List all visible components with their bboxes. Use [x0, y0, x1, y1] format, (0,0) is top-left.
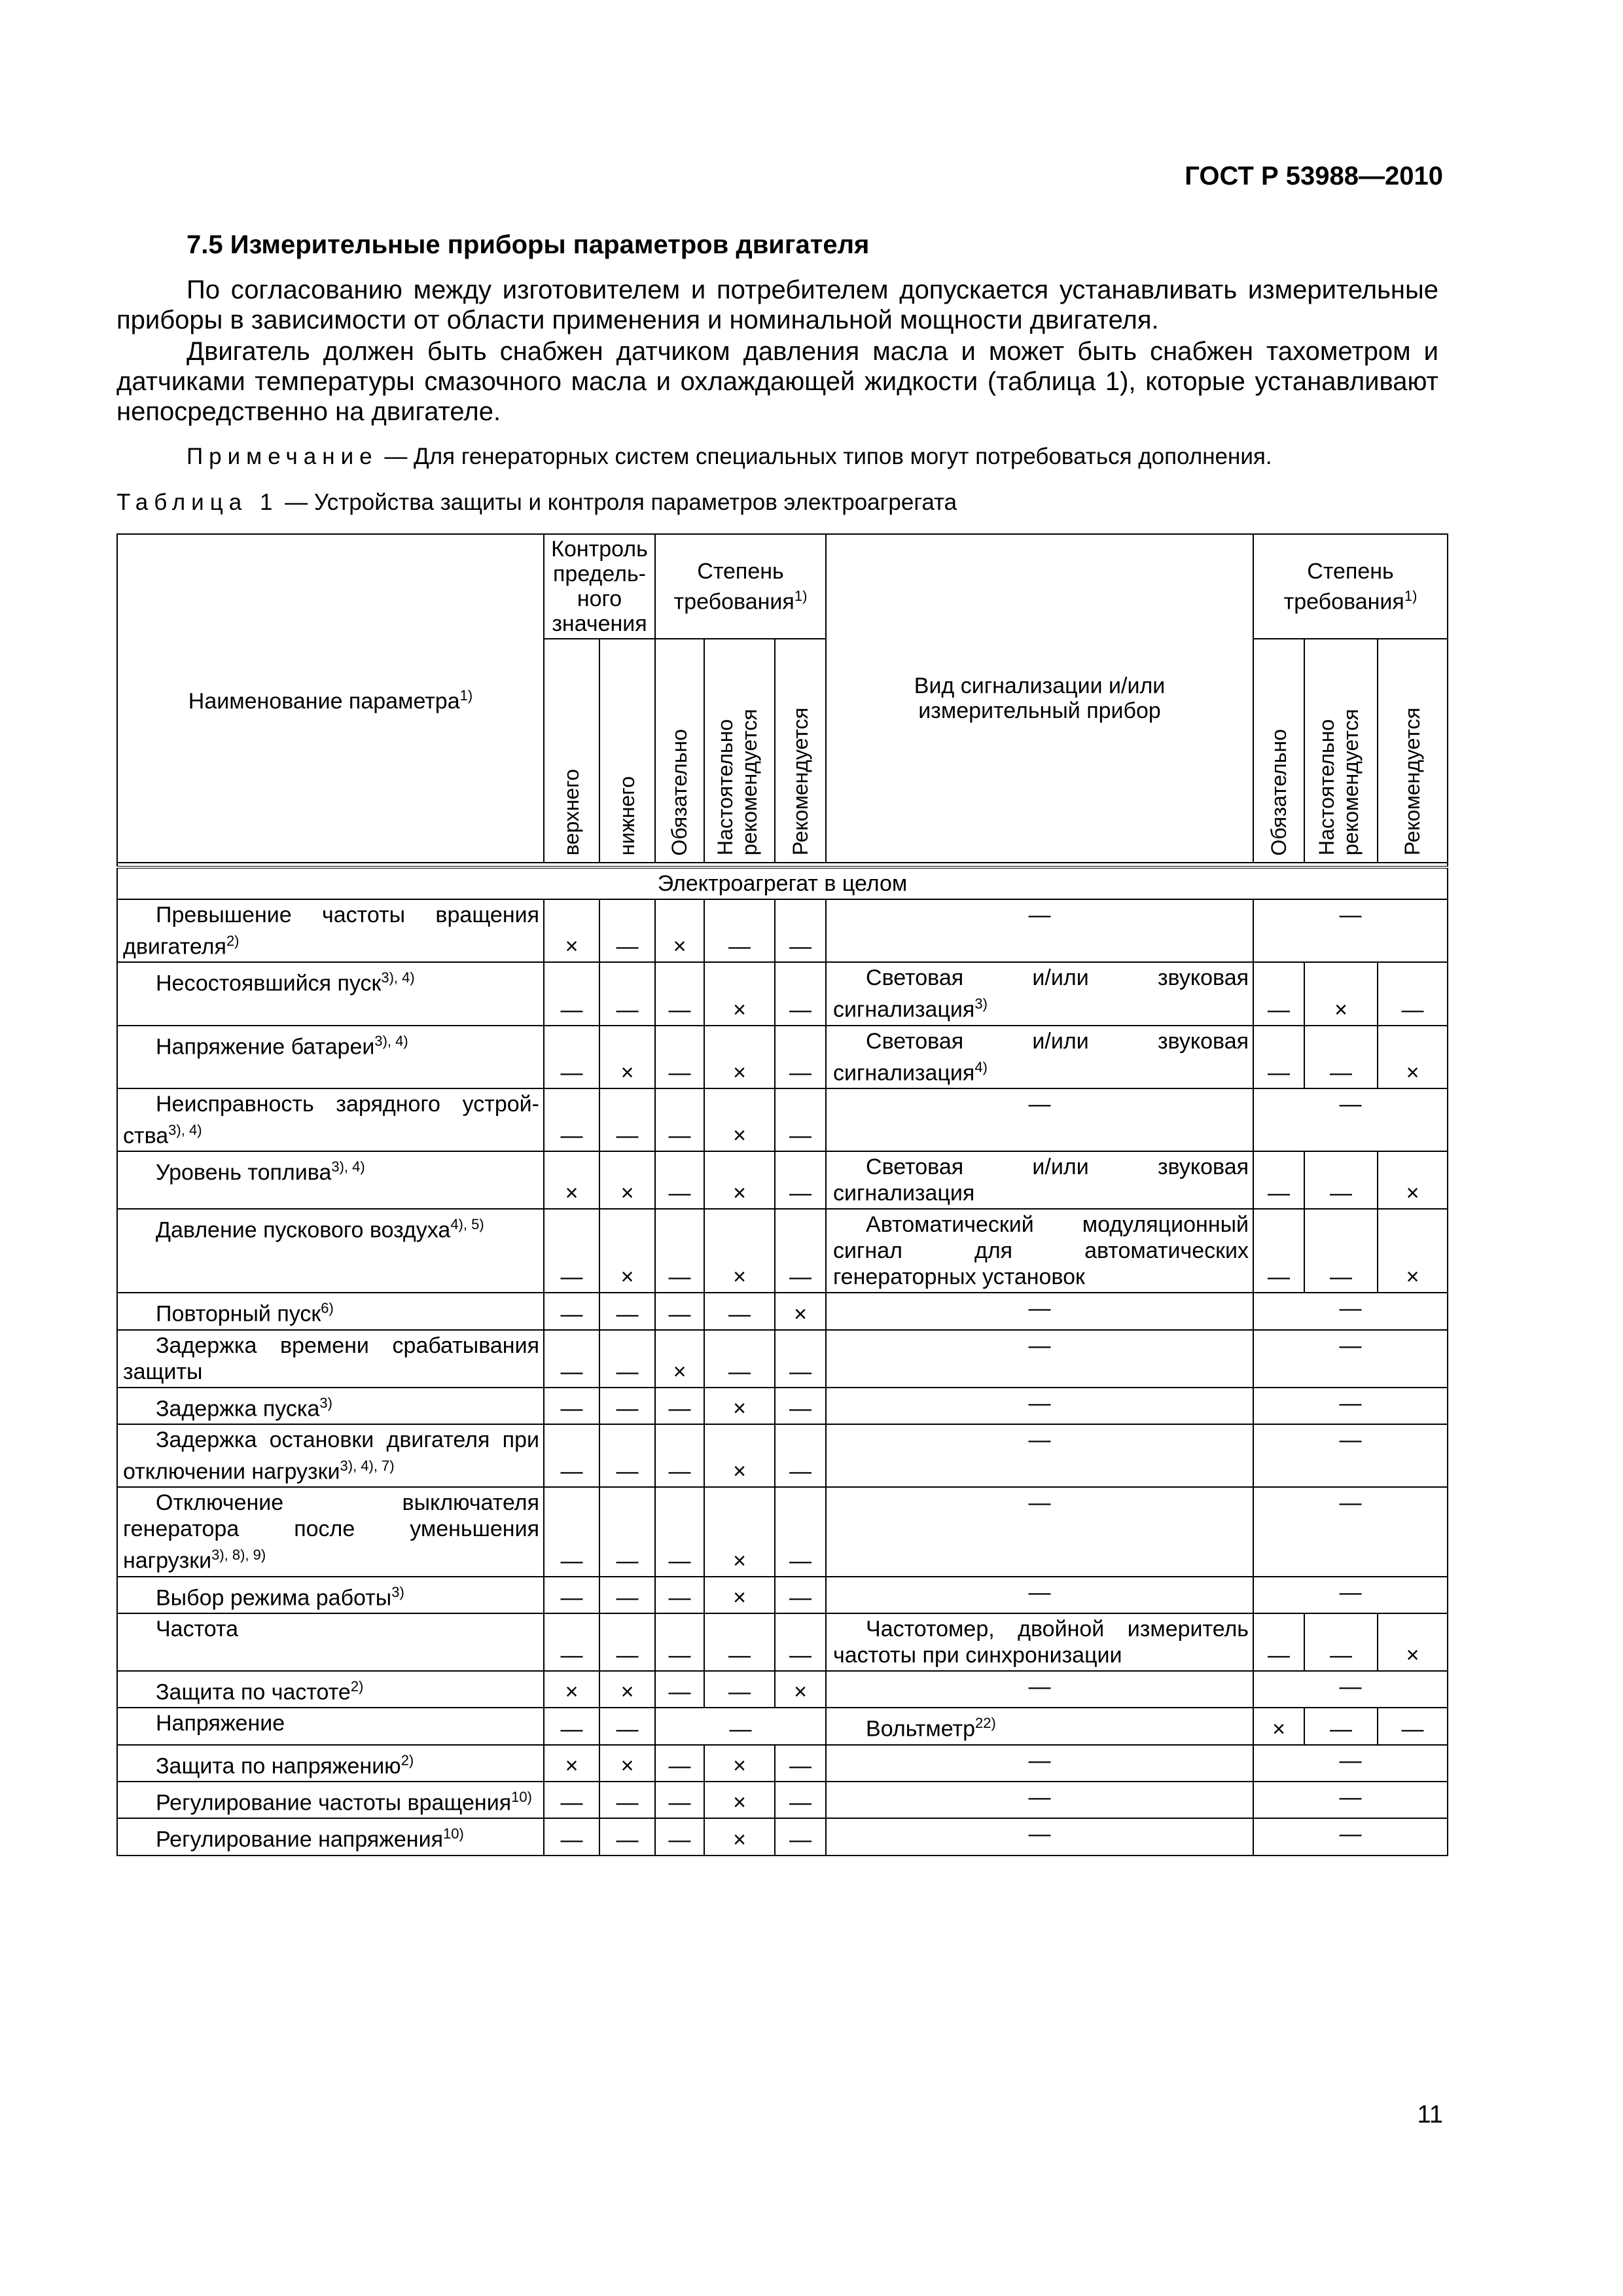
header-degree-left-sup: 1)	[794, 587, 808, 604]
signal-text: Световая и/или звуковая сигнализация	[833, 1028, 1249, 1085]
value-cell: —	[775, 1026, 826, 1088]
value-cell: ×	[544, 1671, 599, 1708]
value-cell: ×	[544, 1151, 599, 1209]
value-cell: —	[599, 1818, 655, 1855]
param-name: Напряжение	[156, 1711, 285, 1736]
value-cell: ×	[704, 1782, 775, 1818]
param-footnote: 6)	[321, 1300, 334, 1317]
value-cell: —	[544, 1782, 599, 1818]
value-cell: —	[655, 1613, 704, 1671]
signal-footnote: 22)	[974, 1715, 996, 1732]
param-name: Отключение выключателя генератора после уменьшения нагрузки	[123, 1490, 539, 1573]
header-param-label: Наименование параметра	[188, 689, 460, 714]
header-param-sup: 1)	[459, 687, 473, 704]
degree-cell-merged: —	[1253, 1745, 1448, 1782]
value-cell: —	[775, 1818, 826, 1855]
param-name: Повторный пуск	[156, 1301, 321, 1327]
param-footnote: 2)	[401, 1751, 414, 1768]
param-footnote: 3), 4)	[168, 1121, 202, 1138]
param-name: Задержка пуска	[156, 1395, 320, 1421]
signal-cell: —	[826, 1293, 1253, 1329]
value-cell: —	[655, 1671, 704, 1708]
param-name: Защита по напряжению	[156, 1753, 401, 1778]
param-name-cell	[117, 1088, 544, 1151]
value-cell: —	[775, 899, 826, 962]
table-row	[117, 1293, 1448, 1329]
param-name-cell	[117, 1671, 544, 1708]
degree-cell: ×	[1253, 1708, 1304, 1744]
param-name-cell	[117, 1388, 544, 1424]
param-name-cell	[117, 1818, 544, 1855]
param-name: Регулирование частоты вращения	[156, 1790, 512, 1816]
value-cell: —	[544, 1577, 599, 1613]
value-cell: —	[599, 1388, 655, 1424]
value-cell: ×	[704, 962, 775, 1025]
param-footnote: 10)	[442, 1825, 464, 1842]
table-row	[117, 1487, 1448, 1576]
value-cell: —	[775, 1782, 826, 1818]
table-row	[117, 962, 1448, 1025]
value-cell: —	[655, 1293, 704, 1329]
header-recommended-text: Рекомендуется	[788, 707, 812, 855]
param-name-cell	[117, 1209, 544, 1293]
value-cell: —	[544, 1088, 599, 1151]
signal-cell: —	[826, 1088, 1253, 1151]
value-cell: —	[544, 1293, 599, 1329]
table-row	[117, 899, 1448, 962]
value-cell: ×	[599, 1151, 655, 1209]
value-cell: —	[775, 1745, 826, 1782]
param-name: Напряжение батареи	[156, 1033, 375, 1059]
table-row	[117, 1818, 1448, 1855]
degree-cell-merged: —	[1253, 1330, 1448, 1388]
value-cell: —	[599, 1330, 655, 1388]
signal-footnote: 4)	[974, 1058, 988, 1075]
param-name-cell	[117, 899, 544, 962]
header-upper-text: верхнего	[560, 768, 583, 855]
param-name: Давление пускового воздуха	[156, 1217, 451, 1243]
table-row	[117, 1671, 1448, 1708]
table-row	[117, 1577, 1448, 1613]
value-cell: —	[655, 1577, 704, 1613]
table-row	[117, 1026, 1448, 1088]
value-cell: —	[704, 1671, 775, 1708]
value-cell: —	[704, 1613, 775, 1671]
degree-cell: ×	[1378, 1026, 1448, 1088]
section-row	[117, 867, 1448, 899]
table-row	[117, 1151, 1448, 1209]
header-strongly	[704, 639, 775, 863]
value-cell: —	[544, 1330, 599, 1388]
param-name: Задержка времени срабатывания защиты	[123, 1333, 539, 1384]
signal-cell	[826, 1708, 1253, 1744]
value-cell: —	[544, 1209, 599, 1293]
table-caption-text: — Устройства защиты и контроля параметров электроагрегата	[278, 490, 957, 515]
value-cell: ×	[704, 1818, 775, 1855]
table-row	[117, 1613, 1448, 1671]
degree-cell-merged: —	[1253, 1388, 1448, 1424]
param-name-cell	[117, 1293, 544, 1329]
header-mandatory-2	[1253, 639, 1304, 863]
header-mandatory-2-text: Обязательно	[1266, 728, 1291, 855]
signal-cell: —	[826, 1577, 1253, 1613]
value-cell: —	[544, 1487, 599, 1576]
value-cell: —	[655, 962, 704, 1025]
value-cell: —	[599, 1424, 655, 1487]
signal-text: Световая и/или звуковая сигнализация	[833, 1155, 1249, 1206]
value-cell: —	[775, 1577, 826, 1613]
degree-cell: ×	[1378, 1209, 1448, 1293]
header-separator	[117, 863, 1448, 867]
signal-text: Вольтметр	[866, 1716, 975, 1742]
signal-footnote: 3)	[974, 996, 988, 1013]
degree-cell: ×	[1304, 962, 1378, 1025]
value-cell: ×	[704, 1209, 775, 1293]
value-cell: —	[599, 1782, 655, 1818]
value-cell: —	[655, 1388, 704, 1424]
degree-cell: ×	[1378, 1151, 1448, 1209]
degree-cell: —	[1304, 1151, 1378, 1209]
param-name-cell	[117, 1487, 544, 1576]
param-name: Регулирование напряжения	[156, 1827, 443, 1852]
param-footnote: 3), 4)	[374, 1032, 408, 1049]
header-recommended	[775, 639, 826, 863]
degree-cell: —	[1253, 1613, 1304, 1671]
header-strongly-2-text: Настоятельно рекомендуется	[1315, 709, 1363, 855]
value-cell: ×	[704, 1388, 775, 1424]
param-name-cell	[117, 1613, 544, 1671]
value-cell: ×	[655, 1330, 704, 1388]
parameters-table	[116, 533, 1448, 1856]
header-param	[117, 534, 544, 863]
value-cell: ×	[704, 1487, 775, 1576]
param-name: Частота	[156, 1616, 239, 1641]
value-cell: ×	[544, 899, 599, 962]
param-name-cell	[117, 1745, 544, 1782]
degree-cell-merged: —	[1253, 1293, 1448, 1329]
table-caption-label: Таблица 1	[116, 490, 279, 515]
degree-cell: —	[1378, 1708, 1448, 1744]
value-cell: —	[599, 962, 655, 1025]
value-cell: ×	[775, 1293, 826, 1329]
table-row	[117, 1388, 1448, 1424]
param-name: Неисправность зарядного устрой- ства	[123, 1091, 539, 1149]
header-mandatory-text: Обязательно	[668, 728, 692, 855]
value-cell: —	[775, 1088, 826, 1151]
header-degree-right	[1253, 534, 1448, 639]
paragraph-2: Двигатель должен быть снабжен датчиком давления масла и может быть снабжен тахометром и датчиками температуры смазочного масла и охлаждающей жидкости (таблица 1), которые устанавливают непосредственно на двигателе.	[116, 337, 1438, 426]
degree-cell-merged: —	[1253, 1088, 1448, 1151]
value-cell: ×	[704, 1424, 775, 1487]
degree-cell: —	[1253, 962, 1304, 1025]
signal-text: Световая и/или звуковая сигнализация	[833, 965, 1249, 1022]
degree-cell: —	[1304, 1209, 1378, 1293]
value-cell: ×	[704, 1088, 775, 1151]
value-cell: —	[775, 1424, 826, 1487]
value-cell: —	[655, 1745, 704, 1782]
degree-cell: —	[1253, 1026, 1304, 1088]
param-name: Выбор режима работы	[156, 1585, 392, 1610]
value-cell: ×	[599, 1209, 655, 1293]
value-cell: —	[655, 1151, 704, 1209]
value-cell: —	[704, 899, 775, 962]
value-cell: —	[599, 1577, 655, 1613]
degree-cell: —	[1378, 962, 1448, 1025]
degree-cell-merged: —	[1253, 1487, 1448, 1576]
value-cell: ×	[704, 1577, 775, 1613]
value-cell: —	[544, 1818, 599, 1855]
header-recommended-2	[1378, 639, 1448, 863]
value-cell: —	[655, 1424, 704, 1487]
degree-cell-merged: —	[1253, 1818, 1448, 1855]
param-name: Уровень топлива	[156, 1160, 332, 1185]
param-name: Защита по частоте	[156, 1679, 351, 1705]
table-caption	[116, 490, 957, 516]
header-mandatory	[655, 639, 704, 863]
signal-cell	[826, 1151, 1253, 1209]
param-name: Несостоявшийся пуск	[156, 971, 382, 996]
note-text: — Для генераторных систем специальных типов могут потребоваться дополнения.	[378, 444, 1272, 469]
signal-cell	[826, 962, 1253, 1025]
value-cell: —	[599, 1708, 655, 1744]
value-cell: —	[655, 1088, 704, 1151]
table-row	[117, 1088, 1448, 1151]
value-cell: ×	[704, 1026, 775, 1088]
value-cell: —	[599, 1088, 655, 1151]
signal-cell: —	[826, 899, 1253, 962]
param-name-cell	[117, 1424, 544, 1487]
value-cell: ×	[599, 1671, 655, 1708]
header-degree-left-label: Степень требования	[673, 558, 794, 615]
degree-cell-merged: —	[1253, 1782, 1448, 1818]
degree-cell: —	[1253, 1151, 1304, 1209]
degree-cell: —	[1304, 1026, 1378, 1088]
value-cell: —	[775, 1613, 826, 1671]
value-cell: —	[544, 962, 599, 1025]
value-cell: ×	[704, 1151, 775, 1209]
value-cell: —	[775, 962, 826, 1025]
paragraph-1: По согласованию между изготовителем и потребителем допускается устанавливать измерительные приборы в зависимости от области применения и номинальной мощности двигателя.	[116, 276, 1438, 334]
value-cell: —	[775, 1487, 826, 1576]
header-recommended-2-text: Рекомендуется	[1400, 707, 1425, 855]
value-cell: —	[775, 1151, 826, 1209]
value-cell: —	[655, 1209, 704, 1293]
section-heading: 7.5 Измерительные приборы параметров двигателя	[187, 230, 870, 259]
value-cell: —	[599, 1293, 655, 1329]
value-cell: ×	[599, 1026, 655, 1088]
degree-cell-merged: —	[1253, 1671, 1448, 1708]
table-row	[117, 1209, 1448, 1293]
table-row	[117, 1708, 1448, 1744]
value-cell: —	[544, 1708, 599, 1744]
signal-cell	[826, 1613, 1253, 1671]
param-footnote: 3), 4), 7)	[340, 1457, 395, 1474]
degree-cell-merged: —	[1253, 1424, 1448, 1487]
header-control: Контроль предель-ного значения	[544, 534, 655, 639]
signal-cell: —	[826, 1782, 1253, 1818]
degree-cell: ×	[1378, 1613, 1448, 1671]
param-name-cell	[117, 1026, 544, 1088]
table-row	[117, 1745, 1448, 1782]
signal-cell	[826, 1026, 1253, 1088]
value-cell: —	[655, 1782, 704, 1818]
param-footnote: 3), 8), 9)	[211, 1547, 266, 1564]
value-cell: —	[655, 1026, 704, 1088]
value-cell: —	[655, 1818, 704, 1855]
param-footnote: 10)	[511, 1788, 532, 1805]
table-row	[117, 1330, 1448, 1388]
param-footnote: 2)	[350, 1677, 364, 1695]
degree-cell: —	[1304, 1708, 1378, 1744]
value-cell: —	[775, 1388, 826, 1424]
signal-cell: —	[826, 1487, 1253, 1576]
standard-designation: ГОСТ Р 53988—2010	[1185, 162, 1443, 190]
value-cell: ×	[775, 1671, 826, 1708]
param-footnote: 3)	[391, 1583, 404, 1600]
value-cell: —	[655, 1487, 704, 1576]
param-footnote: 3)	[319, 1394, 332, 1411]
signal-cell: —	[826, 1388, 1253, 1424]
degree-cell: —	[1253, 1209, 1304, 1293]
param-name-cell	[117, 1577, 544, 1613]
value-cell: —	[544, 1026, 599, 1088]
header-separator-cell	[117, 863, 1448, 867]
signal-cell: —	[826, 1671, 1253, 1708]
degree-cell-merged: —	[1253, 899, 1448, 962]
header-lower-text: нижнего	[615, 776, 639, 855]
value-cell: —	[599, 1613, 655, 1671]
header-strongly-text: Настоятельно рекомендуется	[713, 709, 762, 855]
table-header-row-1	[117, 534, 1448, 639]
value-cell: —	[599, 899, 655, 962]
value-cell: ×	[599, 1745, 655, 1782]
header-signal: Вид сигнализации и/или измерительный прибор	[826, 534, 1253, 863]
signal-cell	[826, 1209, 1253, 1293]
table-row	[117, 1782, 1448, 1818]
param-name-cell	[117, 1330, 544, 1388]
value-cell: —	[704, 1293, 775, 1329]
header-degree-left	[655, 534, 826, 639]
param-footnote: 3), 4)	[331, 1158, 365, 1175]
header-lower	[599, 639, 655, 863]
note	[187, 444, 1272, 470]
value-cell: —	[544, 1613, 599, 1671]
table-row	[117, 1424, 1448, 1487]
param-footnote: 4), 5)	[450, 1216, 484, 1233]
value-cell: —	[704, 1330, 775, 1388]
param-name-cell	[117, 1782, 544, 1818]
header-strongly-2	[1304, 639, 1378, 863]
value-cell: —	[775, 1209, 826, 1293]
signal-cell: —	[826, 1745, 1253, 1782]
value-cell-merged: —	[655, 1708, 826, 1744]
value-cell: —	[544, 1424, 599, 1487]
param-name-cell	[117, 962, 544, 1025]
value-cell: —	[544, 1388, 599, 1424]
page-number: 11	[1417, 2101, 1443, 2128]
param-name-cell	[117, 1708, 544, 1744]
signal-cell: —	[826, 1424, 1253, 1487]
signal-cell: —	[826, 1330, 1253, 1388]
param-name: Превышение частоты вращения двигателя	[123, 903, 539, 960]
signal-text: Частотомер, двойной измеритель частоты при синхронизации	[833, 1616, 1249, 1668]
value-cell: ×	[704, 1745, 775, 1782]
param-footnote: 2)	[226, 933, 240, 949]
value-cell: —	[599, 1487, 655, 1576]
header-degree-right-sup: 1)	[1404, 587, 1418, 604]
header-degree-right-label: Степень требования	[1283, 558, 1404, 615]
header-upper	[544, 639, 599, 863]
degree-cell-merged: —	[1253, 1577, 1448, 1613]
param-name-cell	[117, 1151, 544, 1209]
note-label: Примечание	[187, 444, 378, 469]
param-name: Задержка остановки двигателя при отключении нагрузки	[123, 1427, 539, 1484]
value-cell: ×	[544, 1745, 599, 1782]
signal-text: Автоматический модуляционный сигнал для автоматических генераторных установок	[833, 1212, 1249, 1290]
section-title-cell: Электроагрегат в целом	[117, 867, 1448, 899]
value-cell: —	[775, 1330, 826, 1388]
degree-cell: —	[1304, 1613, 1378, 1671]
param-footnote: 3), 4)	[381, 969, 415, 986]
value-cell: ×	[655, 899, 704, 962]
signal-cell: —	[826, 1818, 1253, 1855]
